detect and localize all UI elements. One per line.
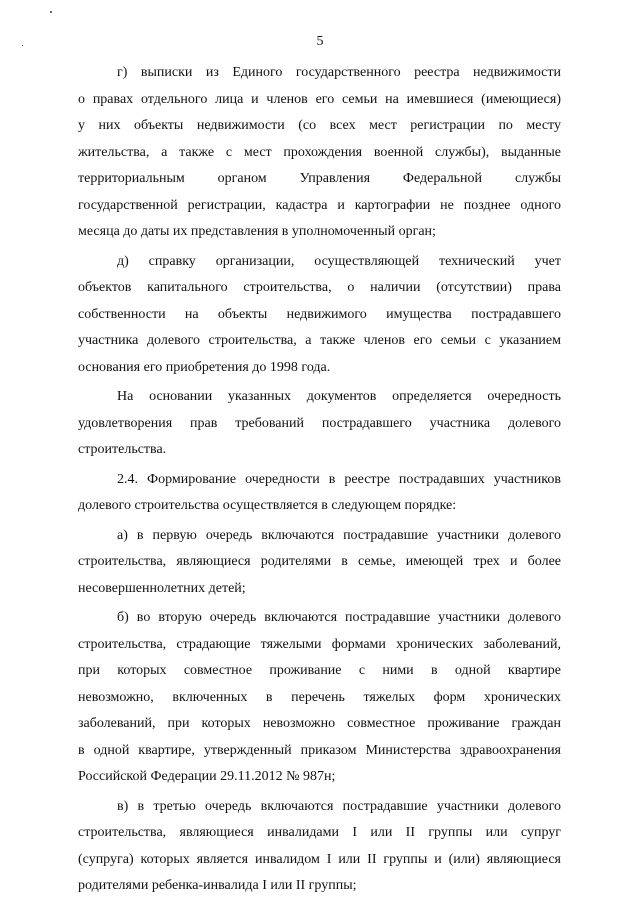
text-line: родителями ребенка-инвалида I или II группы; — [78, 878, 357, 893]
text-line: невозможно, включенных в перечень тяжелых форм хронических — [78, 689, 561, 705]
text-line: собственности на объекты недвижимого имущества пострадавшего — [78, 306, 561, 322]
text-line: а) в первую очередь включаются пострадавшие участники долевого — [117, 527, 561, 543]
text-line: строительства, страдающие тяжелыми формами хронических заболеваний, — [78, 636, 561, 652]
text-line: б) во вторую очередь включаются пострадавшие участники долевого — [117, 610, 561, 625]
text-line: заболеваний, при которых невозможно совместное проживание граждан — [78, 716, 561, 731]
text-line: участника долевого строительства, а также членов его семьи с указанием — [78, 333, 561, 348]
text-line: у них объекты недвижимости (со всех мест регистрации по месту — [78, 118, 561, 133]
paragraph-2-4 — [78, 467, 561, 520]
text-line: при которых совместное проживание с ними в одной квартире — [78, 663, 561, 678]
text-line: строительства, являющиеся родителями в семье, имеющей трех и более — [78, 554, 561, 569]
text-line: жительства, а также с мест прохождения военной службы), выданные — [78, 144, 561, 160]
text-line: объектов капитального строительства, о наличии (отсутствии) права — [78, 280, 561, 295]
text-line: государственной регистрации, кадастра и картографии не позднее одного — [78, 197, 561, 213]
text-line: в) в третью очередь включаются пострадавшие участники долевого — [117, 798, 561, 814]
text-line: несовершеннолетних детей; — [78, 580, 246, 596]
paragraph-d — [78, 249, 561, 382]
page-number: 5 — [316, 34, 324, 49]
text-line: Российской Федерации 29.11.2012 № 987н; — [78, 769, 336, 784]
text-line: долевого строительства осуществляется в следующем порядке: — [78, 498, 457, 513]
paragraph-v — [78, 794, 561, 900]
scan-speck — [50, 11, 52, 13]
text-line: На основании указанных документов определяется очередность — [117, 389, 561, 404]
text-line: территориальным органом Управления Федеральной службы — [78, 171, 561, 186]
text-line: в одной квартире, утвержденный приказом Министерства здравоохранения — [78, 742, 561, 758]
text-line: месяца до даты их представления в уполномоченный орган; — [78, 224, 436, 239]
text-line: г) выписки из Единого государственного реестра недвижимости — [117, 65, 561, 80]
text-line: о правах отдельного лица и членов его семьи на имевшиеся (имеющиеся) — [78, 91, 561, 107]
paragraph-g — [78, 60, 561, 246]
text-line: д) справку организации, осуществляющей технический учет — [117, 253, 561, 269]
document-body — [78, 60, 561, 900]
paragraph-basis — [78, 384, 561, 464]
text-line: строительства, являющиеся инвалидами I или II группы или супруг — [78, 825, 561, 840]
text-line: (супруга) которых является инвалидом I или II группы и (или) являющиеся — [78, 851, 561, 867]
text-line: основания его приобретения до 1998 года. — [78, 359, 331, 375]
text-line: удовлетворения прав требований пострадавшего участника долевого — [78, 415, 561, 431]
paragraph-a — [78, 523, 561, 603]
text-line: строительства. — [78, 442, 167, 457]
text-line: 2.4. Формирование очередности в реестре пострадавших участников — [117, 471, 561, 487]
paragraph-b — [78, 605, 561, 791]
